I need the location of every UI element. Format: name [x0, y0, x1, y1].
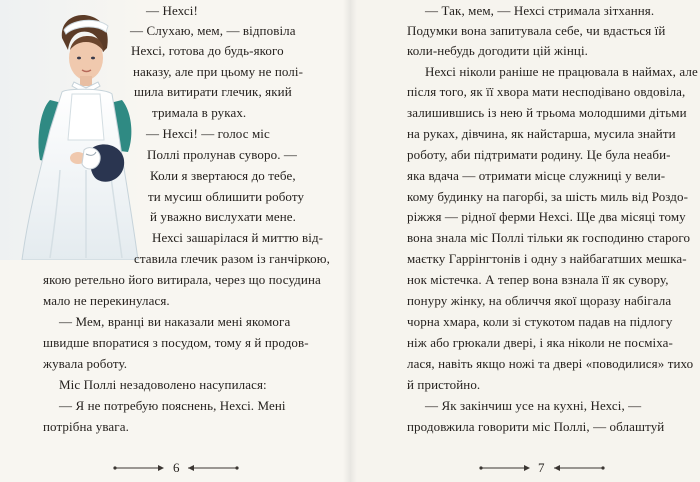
- text-line: після того, як її хвора мати несподівано овдовіла,: [407, 84, 686, 99]
- text-line: Нехсі ніколи раніше не працювала в наймах, але: [425, 64, 698, 79]
- text-line: лася, навіть якщо ножі та двері «поводилися» тихо: [407, 356, 694, 371]
- text-line: Нехсі зашарілася й миттю від-: [152, 230, 324, 245]
- text-line: й уважно вислухати мене.: [150, 209, 297, 224]
- text-line: Поллі пролунав суворо. —: [147, 147, 297, 162]
- text-line: Подумки вона запитувала себе, чи вдасться їй: [407, 23, 666, 38]
- text-line: понуру жінку, на обличчя якої щоразу набігала: [407, 293, 672, 308]
- text-line: — Нехсі!: [146, 3, 198, 18]
- text-line: Нехсі, готова до будь-якого: [131, 43, 284, 58]
- text-line: залишившись із нею й трьома молодшими дітьми: [407, 105, 687, 120]
- text-line: нок містечка. А тепер вона взнала її як сувору,: [407, 272, 669, 287]
- text-line: Коли я звертаюся до тебе,: [150, 168, 296, 183]
- text-line: Міс Поллі незадоволено насупилася:: [59, 377, 267, 392]
- text-line: яка вдача — отримати місце служниці у вели-: [407, 168, 666, 183]
- text-line: кому будинку на пагорбі, за шість миль від Роздо-: [407, 189, 689, 204]
- text-line: тримала в руках.: [152, 105, 247, 120]
- text-line: — Нехсі! — голос міс: [146, 126, 270, 141]
- text-line: ставила глечик разом із ганчіркою,: [134, 251, 330, 266]
- text-line: на руках, дівчина, як найстарша, мусила знайти: [407, 126, 676, 141]
- text-line: швидше впоратися з посудом, тому я й продов-: [43, 335, 309, 350]
- text-line: шила витирати глечик, який: [134, 84, 292, 99]
- text-line: мало не перекинулася.: [43, 293, 170, 308]
- text-line: — Мем, вранці ви наказали мені якомога: [59, 314, 291, 329]
- maid-illustration: [0, 0, 145, 260]
- text-line: — Як закінчиш усе на кухні, Нехсі, —: [425, 398, 642, 413]
- text-line: ріжжя — рідної ферми Нехсі. Ще два місяці тому: [407, 209, 686, 224]
- text-line: й пристойно.: [407, 377, 481, 392]
- text-line: маєтку Гаррінгтонів і одну з найбагатших мешка-: [407, 251, 687, 266]
- text-line: чорна хмара, коли зі стукотом падав на підлогу: [407, 314, 673, 329]
- text-line: — Так, мем, — Нехсі стримала зітхання.: [425, 3, 655, 18]
- text-line: роботу, аби підтримати родину. Це була неаби-: [407, 147, 671, 162]
- text-line: вона знала міс Поллі тільки як господиню старого: [407, 230, 691, 245]
- text-line: жувала роботу.: [43, 356, 128, 371]
- right-page: [350, 0, 700, 482]
- text-line: наказу, але при цьому не полі-: [133, 64, 304, 79]
- page-number-left: 6: [173, 460, 180, 475]
- text-line: ніж або грюкали двері, і яка ніколи не посміха-: [407, 335, 673, 350]
- text-line: якою ретельно його витирала, через що посудина: [43, 272, 321, 287]
- text-line: ти мусиш облишити роботу: [148, 189, 305, 204]
- text-line: — Слухаю, мем, — відповіла: [130, 23, 296, 38]
- text-line: — Я не потребую пояснень, Нехсі. Мені: [59, 398, 286, 413]
- page-number-right: 7: [538, 460, 545, 475]
- text-line: потрібна увага.: [43, 419, 129, 434]
- text-line: продовжила говорити міс Поллі, — облаштуй: [407, 419, 665, 434]
- text-line: коли-небудь догодити цій жінці.: [407, 43, 589, 58]
